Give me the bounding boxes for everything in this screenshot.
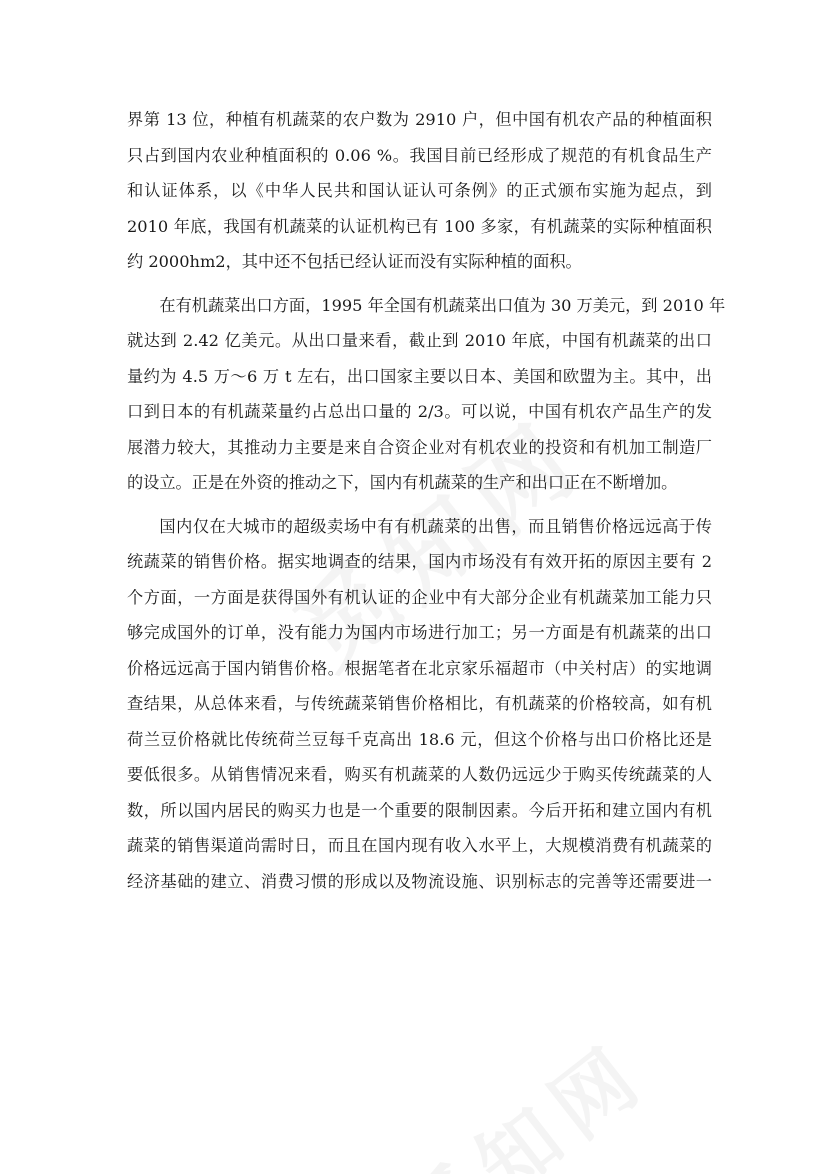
text-line: 口到日本的有机蔬菜量约占总出口量的 2/3。可以说，中国有机农产品生产的发 — [127, 402, 712, 421]
paragraph-3 — [127, 509, 712, 900]
text-line: 量约为 4.5 万～6 万 t 左右，出口国家主要以日本、美国和欧盟为主。其中，出 — [127, 366, 712, 386]
text-line: 价格远远高于国内销售价格。根据笔者在北京家乐福超市（中关村店）的实地调 — [127, 658, 712, 678]
text-line: 和认证体系，以《中华人民共和国认证认可条例》的正式颁布实施为起点，到 — [127, 181, 712, 200]
text-line: 的设立。正是在外资的推动之下，国内有机蔬菜的生产和出口正在不断增加。 — [127, 473, 678, 492]
text-line: 在有机蔬菜出口方面，1995 年全国有机蔬菜出口值为 30 万美元，到 2010 年 — [159, 295, 726, 315]
text-line: 国内仅在大城市的超级卖场中有有机蔬菜的出售，而且销售价格远远高于传 — [159, 516, 712, 536]
text-line: 就达到 2.42 亿美元。从出口量来看，截止到 2010 年底，中国有机蔬菜的出口 — [127, 331, 712, 350]
text-line: 展潜力较大，其推动力主要是来自合资企业对有机农业的投资和有机加工制造厂 — [127, 437, 712, 457]
watermark-logo — [374, 1010, 667, 1174]
text-line: 够完成国外的订单，没有能力为国内市场进行加工；另一方面是有机蔬菜的出口 — [127, 623, 712, 642]
body-text — [127, 102, 726, 907]
text-line: 约 2000hm2，其中还不包括已经认证而没有实际种植的面积。 — [127, 252, 582, 271]
paragraph-1 — [127, 102, 712, 280]
text-line: 界第 13 位，种植有机蔬菜的农户数为 2910 户，但中国有机农产品的种植面积 — [127, 110, 712, 129]
paragraph-2 — [127, 288, 726, 501]
text-line: 个方面，一方面是获得国外有机认证的企业中有大部分企业有机蔬菜加工能力只 — [127, 587, 712, 607]
text-line: 数，所以国内居民的购买力也是一个重要的限制因素。今后开拓和建立国内有机 — [127, 800, 712, 820]
text-line: 要低很多。从销售情况来看，购买有机蔬菜的人数仍远远少于购买传统蔬菜的人 — [127, 765, 712, 784]
text-line: 蔬菜的销售渠道尚需时日，而且在国内现有收入水平上，大规模消费有机蔬菜的 — [127, 836, 712, 855]
text-line: 经济基础的建立、消费习惯的形成以及物流设施、识别标志的完善等还需要进一 — [127, 871, 712, 891]
text-line: 荷兰豆价格就比传统荷兰豆每千克高出 18.6 元，但这个价格与出口价格比还是 — [127, 729, 712, 749]
text-line: 2010 年底，我国有机蔬菜的认证机构已有 100 多家，有机蔬菜的实际种植面积 — [127, 216, 712, 236]
text-line: 统蔬菜的销售价格。据实地调查的结果，国内市场没有有效开拓的原因主要有 2 — [127, 552, 712, 571]
text-line: 查结果，从总体来看，与传统蔬菜销售价格相比，有机蔬菜的价格较高，如有机 — [127, 694, 712, 713]
text-line: 只占到国内农业种植面积的 0.06 %。我国目前已经形成了规范的有机食品生产 — [127, 145, 712, 165]
